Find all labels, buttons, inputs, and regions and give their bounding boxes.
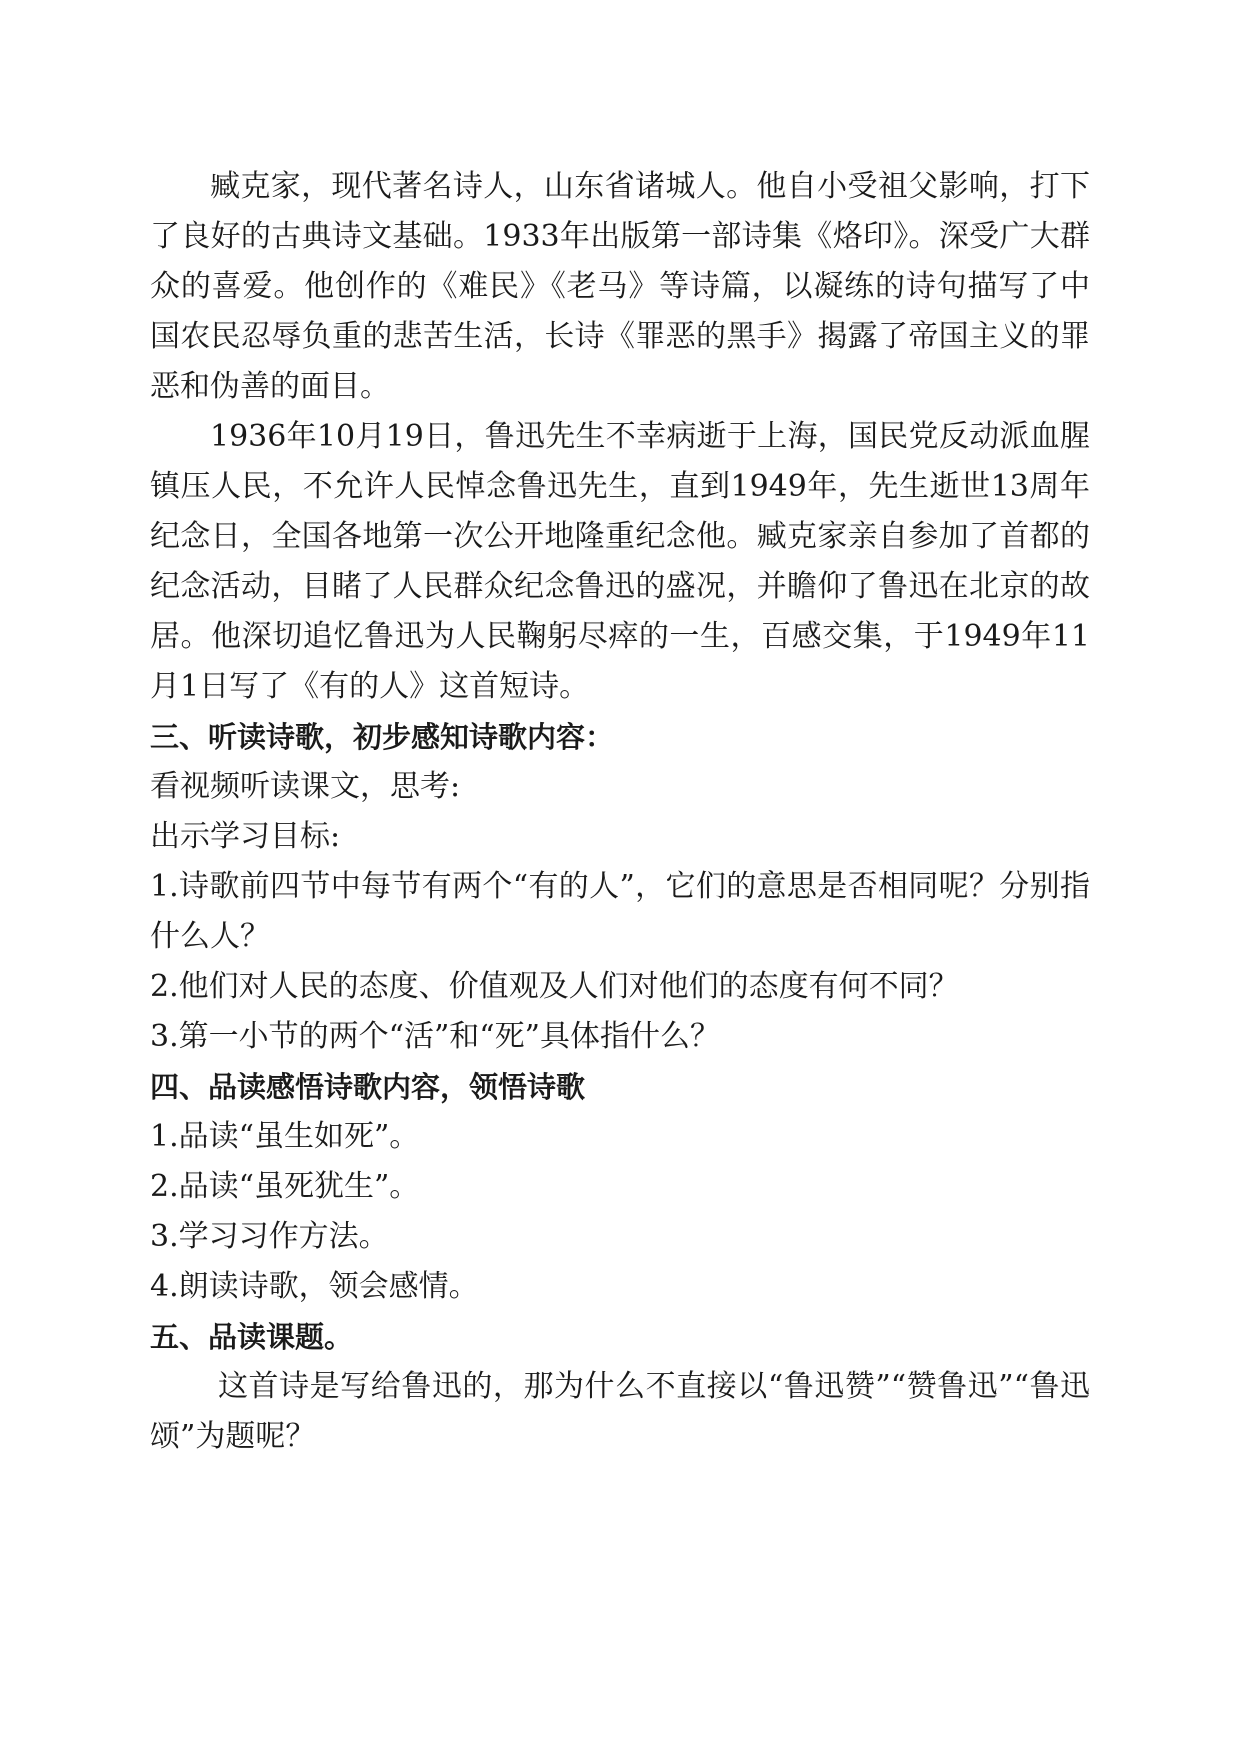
author-intro-paragraph: 臧克家，现代著名诗人，山东省诸城人。他自小受祖父影响，打下了良好的古典诗文基础。1933年出版第一部诗集《烙印》。深受广大群众的喜爱。他创作的《难民》《老马》等诗篇，以凝练的诗句描写了中国农民忍辱负重的悲苦生活，长诗《罪恶的黑手》揭露了帝国主义的罪恶和伪善的面目。 [150,169,1090,404]
document-body [150,162,1090,1462]
question-1: 1.诗歌前四节中每节有两个“有的人”，它们的意思是否相同呢？分别指什么人？ [150,869,1090,954]
section-5-paragraph: 这首诗是写给鲁迅的，那为什么不直接以“鲁迅赞”“赞鲁迅”“鲁迅颂”为题呢？ [150,1369,1090,1454]
section-3-line: 看视频听读课文，思考: [150,769,461,804]
section-3-heading: 三、听读诗歌，初步感知诗歌内容： [150,720,615,754]
section-5-heading: 五、品读课题。 [150,1320,354,1354]
section-4-item: 3.学习习作方法。 [150,1219,389,1254]
section-3-line: 出示学习目标: [150,819,341,854]
section-4-item: 4.朗读诗歌，领会感情。 [150,1269,479,1304]
background-paragraph: 1936年10月19日，鲁迅先生不幸病逝于上海，国民党反动派血腥镇压人民，不允许人民悼念鲁迅先生，直到1949年，先生逝世13周年纪念日，全国各地第一次公开地隆重纪念他。臧克家亲自参加了首都的纪念活动，目睹了人民群众纪念鲁迅的盛况，并瞻仰了鲁迅在北京的故居。他深切追忆鲁迅为人民鞠躬尽瘁的一生，百感交集，于1949年11月1日写了《有的人》这首短诗。 [150,419,1090,704]
question-2: 2.他们对人民的态度、价值观及人们对他们的态度有何不同？ [150,969,959,1004]
section-4-item: 2.品读“虽死犹生”。 [150,1169,420,1204]
section-4-heading: 四、品读感悟诗歌内容，领悟诗歌 [150,1070,586,1104]
question-3: 3.第一小节的两个“活”和“死”具体指什么？ [150,1019,720,1054]
section-4-item: 1.品读“虽生如死”。 [150,1119,420,1154]
